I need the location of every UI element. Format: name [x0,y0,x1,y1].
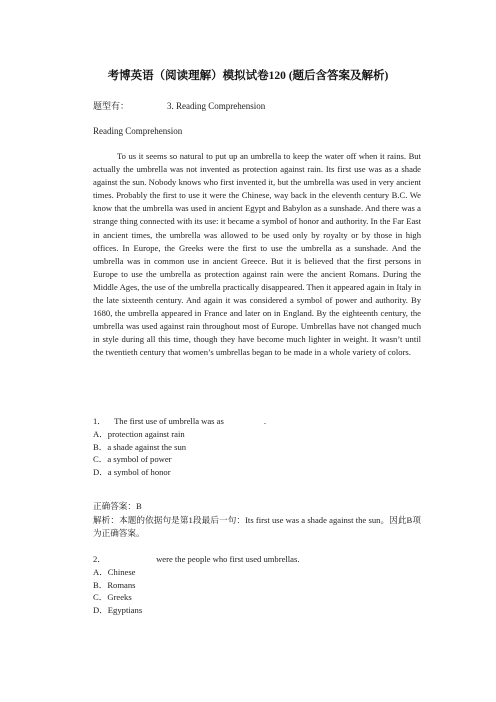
section-heading: Reading Comprehension [93,126,183,136]
question-1-text: The first use of umbrella was as [114,416,224,426]
question-2-number: 2． [93,554,106,564]
question-2-text: were the people who first used umbrellas. [156,554,300,564]
question-1-option-a[interactable]: A．protection against rain [93,428,185,439]
answer-line [93,500,142,512]
question-1 [93,415,266,479]
explanation-label: 解析： [93,515,120,525]
question-2 [93,553,300,617]
question-1-option-c[interactable]: C．a symbol of power [93,454,172,465]
explanation-text: 本题的依据句是第1段最后一句：Its first use was a shade against the sun。因此B项为正确答案。 [93,515,421,538]
question-2-option-d[interactable]: D．Egyptians [93,605,143,616]
page-title: 考博英语（阅读理解）模拟试卷120 (题后含答案及解析) [107,70,389,82]
answer-value: B [135,501,142,511]
question-type-label: 题型有： [93,101,130,111]
question-1-stem [93,415,266,428]
answer-label: 正确答案： [93,501,136,511]
question-1-number: 1． [93,416,106,426]
question-type-value: 3. Reading Comprehension [167,101,266,111]
explanation [93,514,421,540]
reading-passage: To us it seems so natural to put up an umbrella to keep the water off when it rains. But actually the umbrella was not invented as protection against rain. Its first use was as a shade against the sun. Nobody knows who first invented it, but the umbrella was used in very ancient times. Probably the first to use it were the Chinese, way back in the eleventh century B.C. We know that the umbrella was used in ancient Egypt and Babylon as a sunshade. And there was a strange thing connected with its use: it became a symbol of honor and authority. In the Far East in ancient times, the umbrella was allowed to be used only by royalty or by those in high offices. In Europe, the Greeks were the first to use the umbrella as a sunshade. And the umbrella was in common use in ancient Greece. But it is believed that the first persons in Europe to use the umbrella as protection against rain were the ancient Romans. During the Middle Ages, the use of the umbrella practically disappeared. Then it appeared again in Italy in the late sixteenth century. And again it was considered a symbol of power and authority. By 1680, the umbrella appeared in France and later on in England. By the eighteenth century, the umbrella was used against rain throughout most of Europe. Umbrellas have not changed much in style during all this time, though they have become much lighter in weight. It wasn’t until the twentieth century that women’s umbrellas began to be made in a whole variety of colors. [93,151,421,358]
question-1-option-b[interactable]: B．a shade against the sun [93,441,187,452]
question-2-option-b[interactable]: B．Romans [93,579,136,590]
question-2-stem [93,553,300,566]
question-1-text-end: . [263,416,266,426]
question-type-line [93,99,265,112]
question-2-option-c[interactable]: C．Greeks [93,592,132,603]
question-1-option-d[interactable]: D．a symbol of honor [93,467,171,478]
question-2-option-a[interactable]: A．Chinese [93,566,136,577]
